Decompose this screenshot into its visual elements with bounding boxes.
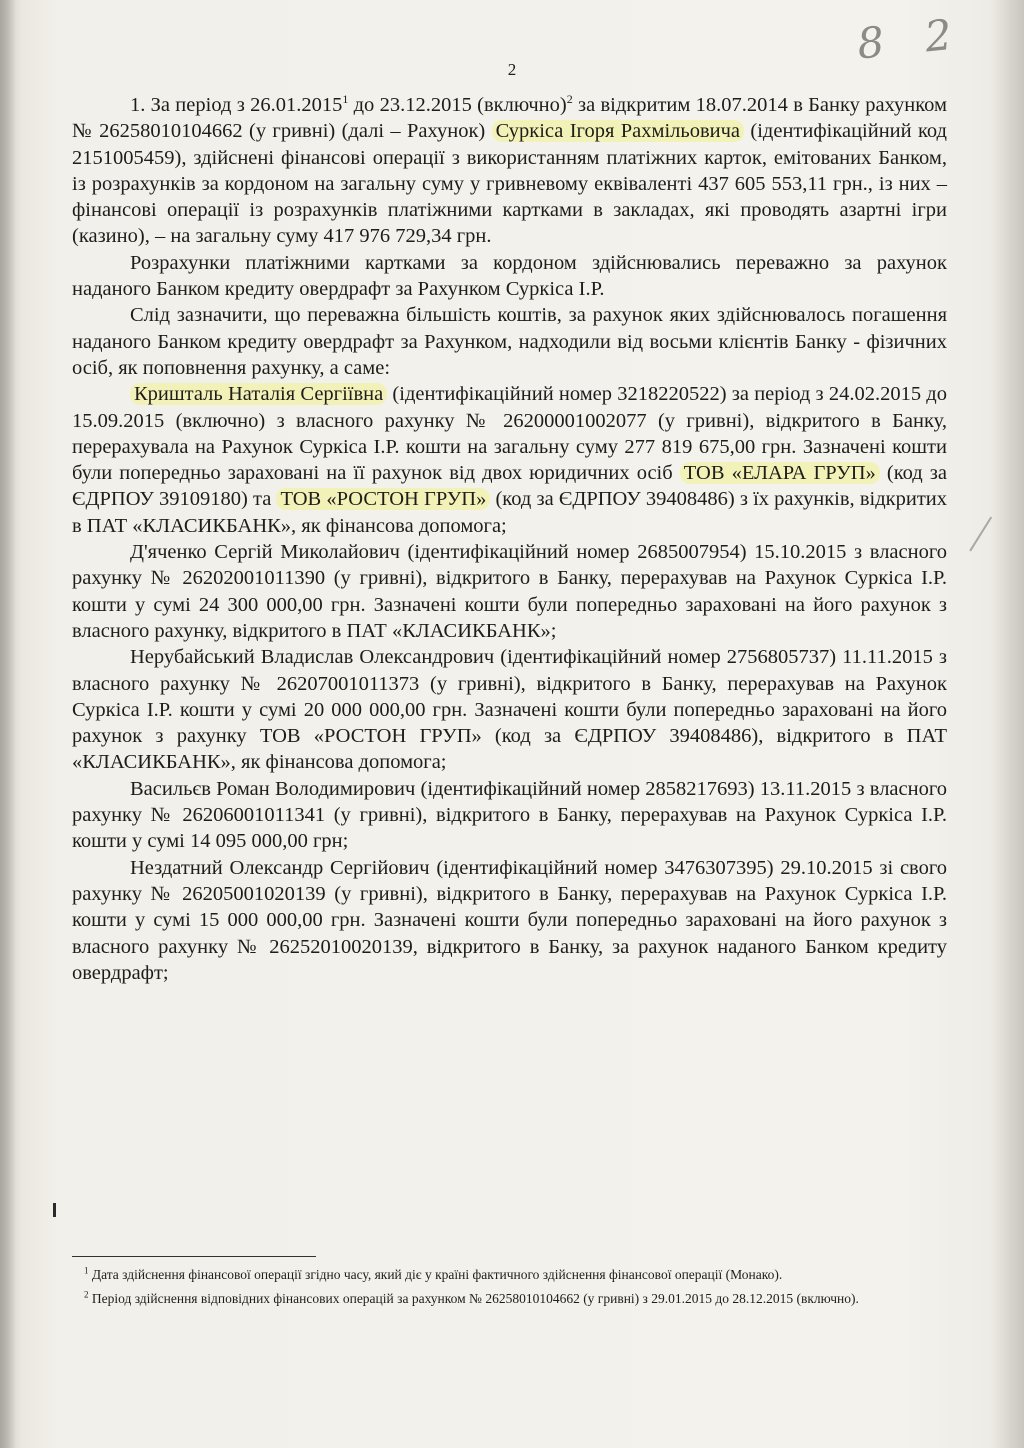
paragraph-4-text-c: (код за ЄДРПОУ 39408486) з їх рахунків, відкритих в ПАТ «КЛАСИКБАНК», як фінансова допомога; [72,488,947,537]
page-number: 2 [507,60,517,79]
paragraph-6: Нерубайський Владислав Олександрович (ідентифікаційний номер 2756805737) 11.11.2015 з власного рахунку № 26207001011373 (у гривні), відкритого в Банку, перерахував на Рахунок Суркіса І.Р. кошти у сумі 20 000 000,00 грн. Зазначені кошти були попередньо зараховані на його рахунок з рахунку ТОВ «РОСТОН ГРУП» (код за ЄДРПОУ 39408486), відкритого в ПАТ «КЛАСИКБАНК», як фінансова допомога; [72,646,947,774]
paragraph-1-text-d: (ідентифікаційний код 2151005459), здійснені фінансові операції з використанням платіжних карток, емітованих Банком, із розрахунків за кордоном на загальну суму у гривневому еквіваленті 437 605 553,11 грн., із них – фінансові операції із розрахунків платіжними картками в закладах, які проводять азартні ігри (казино), – на загальну суму 417 976 729,34 грн. [72,120,947,248]
paragraph-5: Д'яченко Сергій Миколайович (ідентифікаційний номер 2685007954) 15.10.2015 з власного рахунку № 26202001011390 (у гривні), відкритого в Банку, перерахував на Рахунок Суркіса І.Р. кошти у сумі 24 300 000,00 грн. Зазначені кошти були попередньо зараховані на його рахунок з власного рахунку, відкритого в ПАТ «КЛАСИКБАНК»; [72,541,947,642]
paragraph-7: Васильєв Роман Володимирович (ідентифікаційний номер 2858217693) 13.11.2015 з власного рахунку № 26206001011341 (у гривні), відкритого в Банку, перерахував на Рахунок Суркіса І.Р. кошти у сумі 14 095 000,00 грн; [72,777,947,853]
highlighted-name-kryshtal: Кришталь Наталія Сергіївна [130,383,387,405]
footnote-2-mark: 2 [84,1289,89,1300]
footnote-1-mark: 1 [84,1265,89,1276]
handwritten-sheet-number: 8 2 [854,8,969,69]
paragraph-3: Слід зазначити, що переважна більшість коштів, за рахунок яких здійснювалось погашення наданого Банком кредиту овердрафт за Рахунком, надходили від восьми клієнтів Банку - фізичних осіб, як поповнення рахунку, а саме: [72,304,947,379]
footnote-1-text: Дата здійснення фінансової операції згідно часу, який діє у країні фактичного здійснення фінансової операції (Монако). [88,1267,783,1282]
binding-shadow [0,0,16,1448]
paragraph-2: Розрахунки платіжними картками за кордоном здійснювались переважно за рахунок наданого Банком кредиту овердрафт за Рахунком Суркіса І.Р. [72,251,947,301]
paragraph-4 [72,381,947,539]
footnote-separator [72,1256,316,1257]
footnote-ref-1: 1 [342,92,349,107]
paragraph-1 [72,92,947,250]
footnote-ref-2: 2 [566,92,573,107]
paragraph-1-text-a: 1. За період з 26.01.2015 [130,94,343,116]
footnotes [72,1266,947,1314]
highlighted-name-surkis: Суркіса Ігоря Рахмільовича [492,120,744,142]
paragraph-4-text-a: (ідентифікаційний номер 3218220522) за період з 24.02.2015 до 15.09.2015 (включно) з власного рахунку № 26200001002077 (у гривні), відкритого в Банку, перерахувала на Рахунок Суркіса І.Р. кошти на загальну суму 277 819 675,00 грн. Зазначені кошти були попередньо зараховані на її рахунок від двох юридичних осіб [72,383,947,485]
footnote-1 [72,1266,947,1284]
highlighted-company-roston: ТОВ «РОСТОН ГРУП» [276,488,490,510]
footnote-2 [72,1290,947,1308]
paragraph-1-text-c: за відкритим 18.07.2014 в Банку рахунком № 26258010104662 (у гривні) (далі – Рахунок) [72,94,947,143]
paragraph-8: Нездатний Олександр Сергійович (ідентифікаційний номер 3476307395) 29.10.2015 зі свого рахунку № 26205001020139 (у гривні), відкритого в Банку, перерахував на Рахунок Суркіса І.Р. кошти у сумі 15 000 000,00 грн. Зазначені кошти були попередньо зараховані на його рахунок з власного рахунку № 26252010020139, відкритого в Банку, за рахунок наданого Банком кредиту овердрафт; [72,856,947,984]
footnote-2-text: Період здійснення відповідних фінансових операцій за рахунком № 26258010104662 (у гривні) з 29.01.2015 до 28.12.2015 (включно). [88,1291,859,1306]
paragraph-4-text-b: (код за ЄДРПОУ 39109180) та [72,462,947,511]
margin-check-mark [944,501,992,552]
highlighted-company-elara: ТОВ «ЕЛАРА ГРУП» [680,462,880,484]
paragraph-1-text-b: до 23.12.2015 (включно) [348,94,567,116]
document-body [72,92,947,986]
scan-artifact-mark [53,1203,56,1217]
